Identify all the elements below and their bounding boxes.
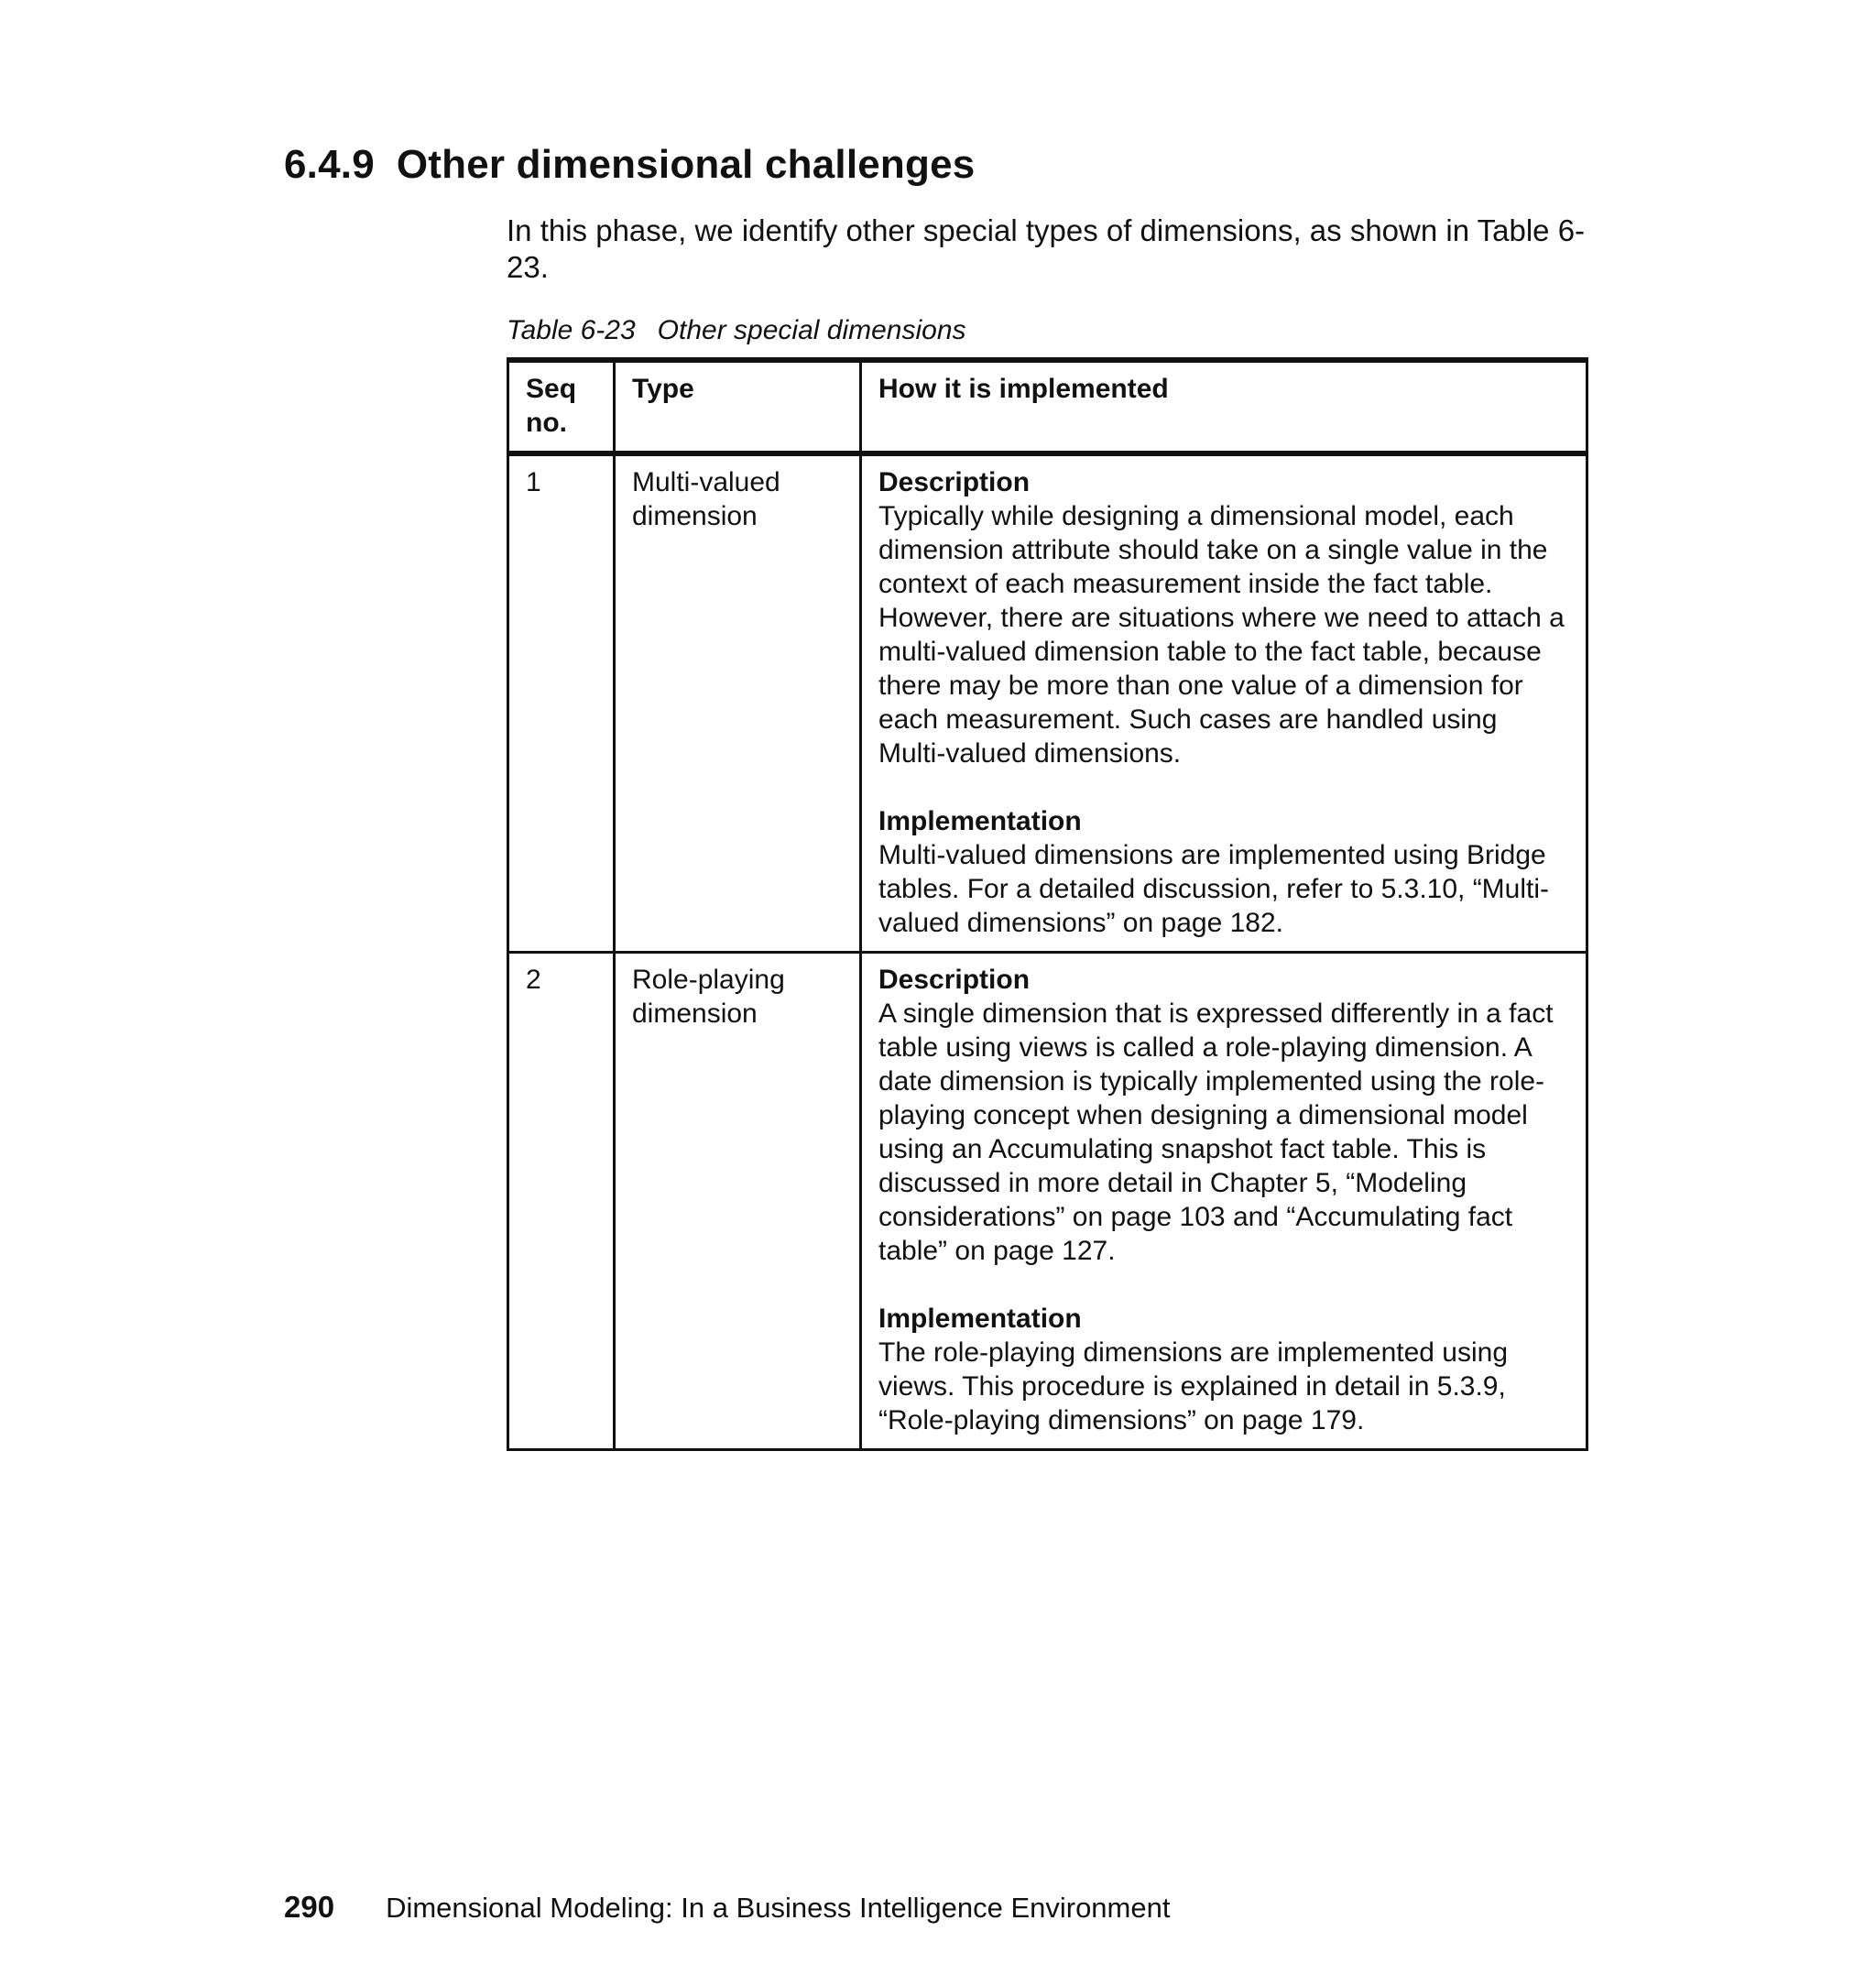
section-title: Other dimensional challenges xyxy=(396,142,976,187)
book-title: Dimensional Modeling: In a Business Intelligence Environment xyxy=(386,1892,1171,1924)
table-caption-label: Table 6-23 xyxy=(507,315,636,345)
implementation-text: Multi-valued dimensions are implemented using Bridge tables. For a detailed discussion, refer to 5.3.10, “Multi-valued dimensions” on page 182. xyxy=(878,840,1550,938)
cell-seq: 2 xyxy=(508,953,615,1450)
paragraph-gap xyxy=(878,1268,1569,1302)
cell-type: Role-playing dimension xyxy=(615,953,861,1450)
implementation-text: The role-playing dimensions are implemented using views. This procedure is explained in detail in 5.3.9, “Role-playing dimensions” on page 179. xyxy=(878,1337,1509,1435)
description-label: Description xyxy=(878,965,1031,995)
special-dimensions-table xyxy=(507,357,1588,1451)
column-header-how: How it is implemented xyxy=(861,360,1587,453)
table-caption-title: Other special dimensions xyxy=(657,315,966,345)
section-heading xyxy=(284,142,975,188)
table-header-row xyxy=(508,360,1587,453)
table-row xyxy=(508,953,1587,1450)
description-text: Typically while designing a dimensional model, each dimension attribute should take on a single value in the context of each measurement inside the fact table. However, there are situations where we need to attach a multi-valued dimension table to the fact table, because there may be more than one value of a dimension for each measurement. Such cases are handled using Multi-valued dimensions. xyxy=(878,501,1565,769)
cell-how xyxy=(861,953,1587,1450)
implementation-label: Implementation xyxy=(878,1304,1082,1334)
cell-how xyxy=(861,453,1587,953)
table-caption xyxy=(507,315,966,346)
column-header-seq: Seq no. xyxy=(508,360,615,453)
cell-seq: 1 xyxy=(508,453,615,953)
table-row xyxy=(508,453,1587,953)
description-text: A single dimension that is expressed differently in a fact table using views is called a role-playing dimension. A date dimension is typically implemented using the role-playing concept when designing a dimensional model using an Accumulating snapshot fact table. This is discussed in more detail in Chapter 5, “Modeling considerations” on page 103 and “Accumulating fact table” on page 127. xyxy=(878,998,1554,1266)
section-number: 6.4.9 xyxy=(284,142,375,187)
page-number: 290 xyxy=(284,1890,335,1924)
paragraph-gap xyxy=(878,770,1569,804)
column-header-type: Type xyxy=(615,360,861,453)
intro-paragraph: In this phase, we identify other special types of dimensions, as shown in Table 6-23. xyxy=(507,213,1586,284)
cell-type: Multi-valued dimension xyxy=(615,453,861,953)
implementation-label: Implementation xyxy=(878,806,1082,836)
table-header xyxy=(508,360,1587,453)
description-label: Description xyxy=(878,467,1031,497)
page-footer xyxy=(284,1890,1170,1925)
table-body xyxy=(508,453,1587,1450)
